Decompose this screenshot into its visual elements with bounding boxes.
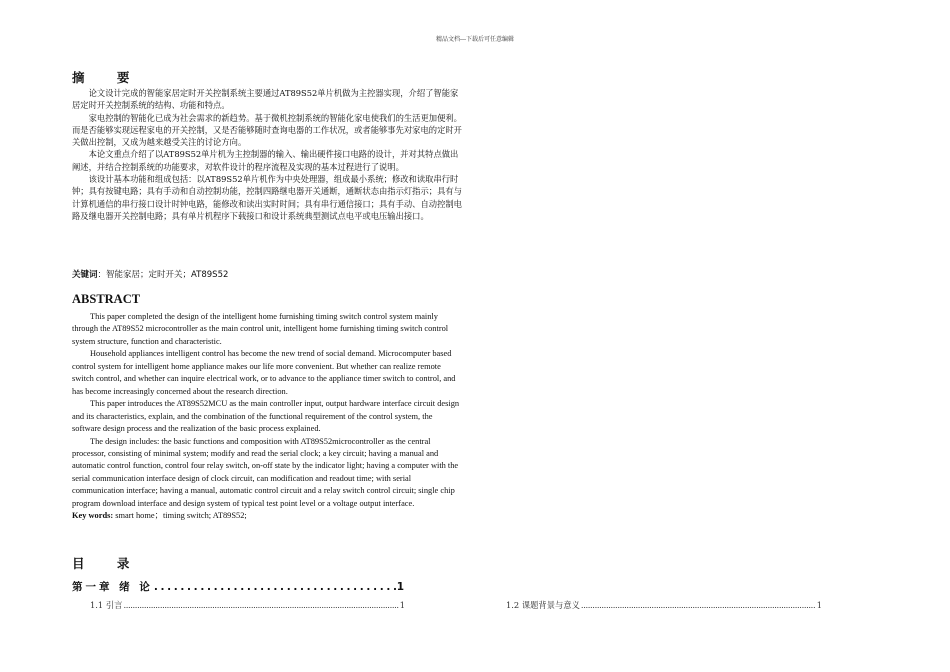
keywords-en-label: Key words: — [72, 511, 114, 521]
keywords-cn-text: ：智能家居；定时开关；AT89S52 — [97, 270, 229, 280]
abstract-cn-paragraph: 本论文重点介绍了以AT89S52单片机为主控制器的输入、输出硬件接口电路的设计，并对其特点做出阐述，并结合控制系统的功能要求，对软件设计的程序流程及实现的基本过程进行了说明。 — [72, 149, 459, 172]
abstract-en-body — [72, 311, 462, 523]
abstract-cn-body — [72, 87, 462, 222]
toc-heading: 目 录 — [72, 556, 144, 571]
abstract-en-paragraph: Household appliances intelligent control has become the new trend of social demand. Microcomputer based control system for intelligent home appliance makes our life more convenient. But whether can realize remote switch control, and whether can inquire electrical work, or to advance to the appliance timer switch to control, and has become increasingly concerned about the research direction. — [72, 349, 456, 396]
keywords-cn-label: 关键词 — [72, 270, 98, 280]
toc-chapter-title: 第一章 绪 论 — [72, 581, 153, 593]
abstract-en-paragraph: This paper introduces the AT89S52MCU as the main controller input, output hardware interface circuit design and its characteristics, explain, and the combination of the functional requirement of the control system, the software design process and the realization of the basic process explained. — [72, 399, 460, 434]
toc-chapter-entry[interactable] — [72, 579, 404, 594]
toc-section-entry[interactable] — [90, 599, 405, 611]
abstract-cn-heading: 摘 要 — [72, 70, 144, 85]
abstract-en-heading: ABSTRACT — [72, 292, 141, 306]
abstract-cn-paragraph: 论文设计完成的智能家居定时开关控制系统主要通过AT89S52单片机做为主控器实现，介绍了智能家居定时开关控制系统的结构、功能和特点。 — [72, 88, 459, 111]
abstract-cn-paragraph: 该设计基本功能和组成包括：以AT89S52单片机作为中央处理器，组成最小系统；修改和读取串行时钟；具有按键电路；具有手动和自动控制功能，控制四路继电器开关通断，通断状态由指示灯指示；具有与计算机通信的串行接口设计时钟电路，能修改和读出实时时间；具有串行通信接口；具有手动、自动控制电路及继电器开关控制电路；具有单片机程序下载接口和设计系统典型测试点电平或电压输出接口。 — [72, 174, 462, 221]
toc-leader-dots — [154, 581, 396, 593]
keywords-en-text: smart home；timing switch; AT89S52; — [113, 511, 247, 521]
page-header: 精品文档---下载后可任意编辑 — [435, 36, 515, 43]
toc-section-title: 1.1 引言 — [90, 600, 123, 610]
toc-leader-dots — [581, 600, 816, 610]
keywords-cn — [72, 268, 228, 280]
abstract-en-paragraph: The design includes: the basic functions and composition with AT89S52microcontroller as the central processor, consisting of minimal system; modify and read the serial clock; a key circuit; having a manual and automatic control function, control four relay switch, on-off state by the indicator light; having a computer with the serial communication interface design of clock circuit, can modification and readout time; with serial communication interface; having a manual, automatic control circuit and a relay switch control circuit; single chip program download interface and design system of typical test point level or a voltage output interface. — [72, 436, 459, 508]
toc-leader-dots — [123, 600, 398, 610]
toc-section-page: 1 — [816, 600, 822, 610]
toc-chapter-page: 1 — [396, 581, 404, 593]
abstract-cn-paragraph: 家电控制的智能化已成为社会需求的新趋势。基于微机控制系统的智能化家电使我们的生活更加便利。而是否能够实现远程家电的开关控制，又是否能够随时查询电器的工作状况，或者能够事先对家电的定时开关做出控制，又成为越来越受关注的讨论方向。 — [72, 112, 462, 148]
keywords-en — [72, 510, 462, 522]
toc-section-page: 1 — [399, 600, 405, 610]
abstract-en-paragraph: This paper completed the design of the intelligent home furnishing timing switch control system mainly through the AT89S52 microcontroller as the main control unit, intelligent home furnishing timing switch control system structure, function and characteristic. — [72, 312, 449, 346]
toc-section-entry[interactable] — [506, 599, 822, 611]
toc-section-title: 1.2 课题背景与意义 — [506, 600, 580, 610]
